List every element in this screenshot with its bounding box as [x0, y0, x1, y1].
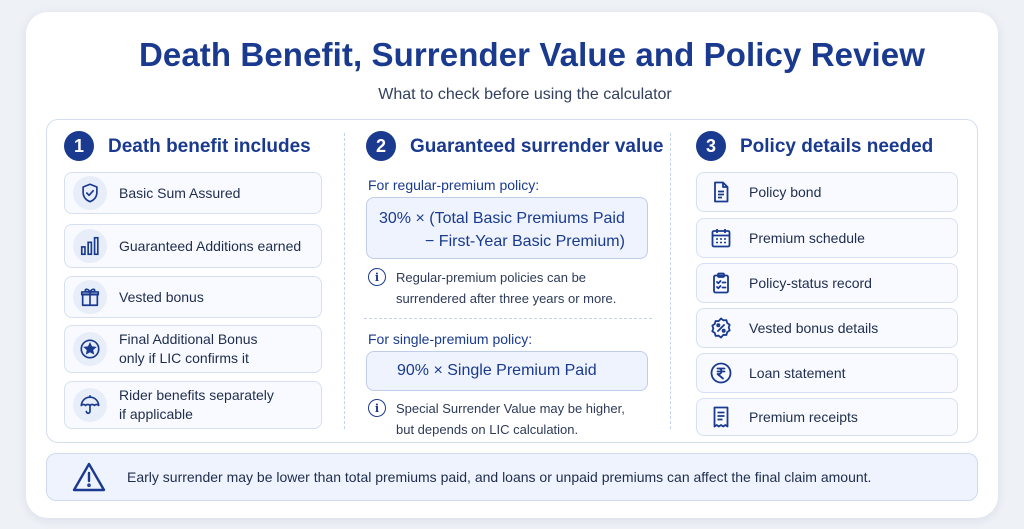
- item-label: Policy bond: [749, 183, 822, 200]
- policy-detail-item: [696, 172, 958, 212]
- item-label: Vested bonus: [119, 288, 204, 305]
- death-benefit-item: [64, 381, 322, 429]
- rupee-icon: [707, 359, 735, 387]
- document-icon: [707, 178, 735, 206]
- regular-premium-formula: [366, 197, 648, 259]
- info-icon: i: [368, 399, 386, 417]
- surrender-value-heading: Guaranteed surrender value: [410, 136, 664, 157]
- calendar-icon: [707, 224, 735, 252]
- note-line: surrendered after three years or more.: [396, 291, 617, 306]
- star-badge-icon: [73, 332, 107, 366]
- bar-chart-icon: [73, 229, 107, 263]
- step-number-2: 2: [366, 131, 396, 161]
- warning-icon: [71, 460, 107, 494]
- receipt-icon: [707, 403, 735, 431]
- policy-detail-item: [696, 263, 958, 303]
- death-benefit-item: [64, 224, 322, 268]
- death-benefit-item: [64, 276, 322, 318]
- item-label: Loan statement: [749, 364, 846, 381]
- regular-premium-note: [368, 267, 616, 309]
- section-separator: [364, 318, 652, 319]
- item-label: Final Additional Bonus: [119, 331, 258, 347]
- single-premium-label: For single-premium policy:: [368, 331, 533, 347]
- clipboard-check-icon: [707, 269, 735, 297]
- policy-detail-item: [696, 308, 958, 348]
- column-divider: [344, 133, 345, 429]
- page-title: Death Benefit, Surrender Value and Policy Review: [138, 36, 926, 73]
- single-premium-note: [368, 398, 625, 440]
- item-label: Vested bonus details: [749, 319, 879, 336]
- gift-icon: [73, 280, 107, 314]
- item-label: Premium receipts: [749, 408, 858, 425]
- step-number-1: 1: [64, 131, 94, 161]
- percent-badge-icon: [707, 314, 735, 342]
- warning-text: Early surrender may be lower than total premiums paid, and loans or unpaid premiums can affect the final claim amount.: [127, 469, 872, 485]
- warning-banner: [46, 453, 978, 501]
- policy-detail-item: [696, 218, 958, 258]
- formula-line: − First-Year Basic Premium): [425, 233, 625, 250]
- death-benefit-item: [64, 325, 322, 373]
- note-line: Regular-premium policies can be: [396, 270, 587, 285]
- item-sublabel: only if LIC confirms it: [119, 350, 249, 366]
- step-number-3: 3: [696, 131, 726, 161]
- item-label: Basic Sum Assured: [119, 184, 241, 201]
- policy-details-heading: Policy details needed: [740, 136, 934, 157]
- note-line: but depends on LIC calculation.: [396, 422, 579, 437]
- item-label: Policy-status record: [749, 274, 872, 291]
- note-line: Special Surrender Value may be higher,: [396, 401, 625, 416]
- page-subtitle: What to check before using the calculator: [378, 86, 672, 103]
- info-icon: i: [368, 268, 386, 286]
- policy-detail-item: [696, 398, 958, 436]
- regular-premium-label: For regular-premium policy:: [368, 177, 540, 193]
- formula-line: 30% × (Total Basic Premiums Paid: [379, 210, 625, 227]
- item-sublabel: if applicable: [119, 406, 193, 422]
- shield-check-icon: [73, 176, 107, 210]
- item-label: Rider benefits separately: [119, 387, 274, 403]
- item-label: Guaranteed Additions earned: [119, 237, 302, 254]
- death-benefit-heading: Death benefit includes: [108, 136, 311, 157]
- death-benefit-item: [64, 172, 322, 214]
- umbrella-icon: [73, 388, 107, 422]
- item-label: Premium schedule: [749, 229, 865, 246]
- policy-detail-item: [696, 353, 958, 393]
- column-divider: [670, 133, 671, 429]
- single-premium-formula: 90% × Single Premium Paid: [366, 351, 648, 391]
